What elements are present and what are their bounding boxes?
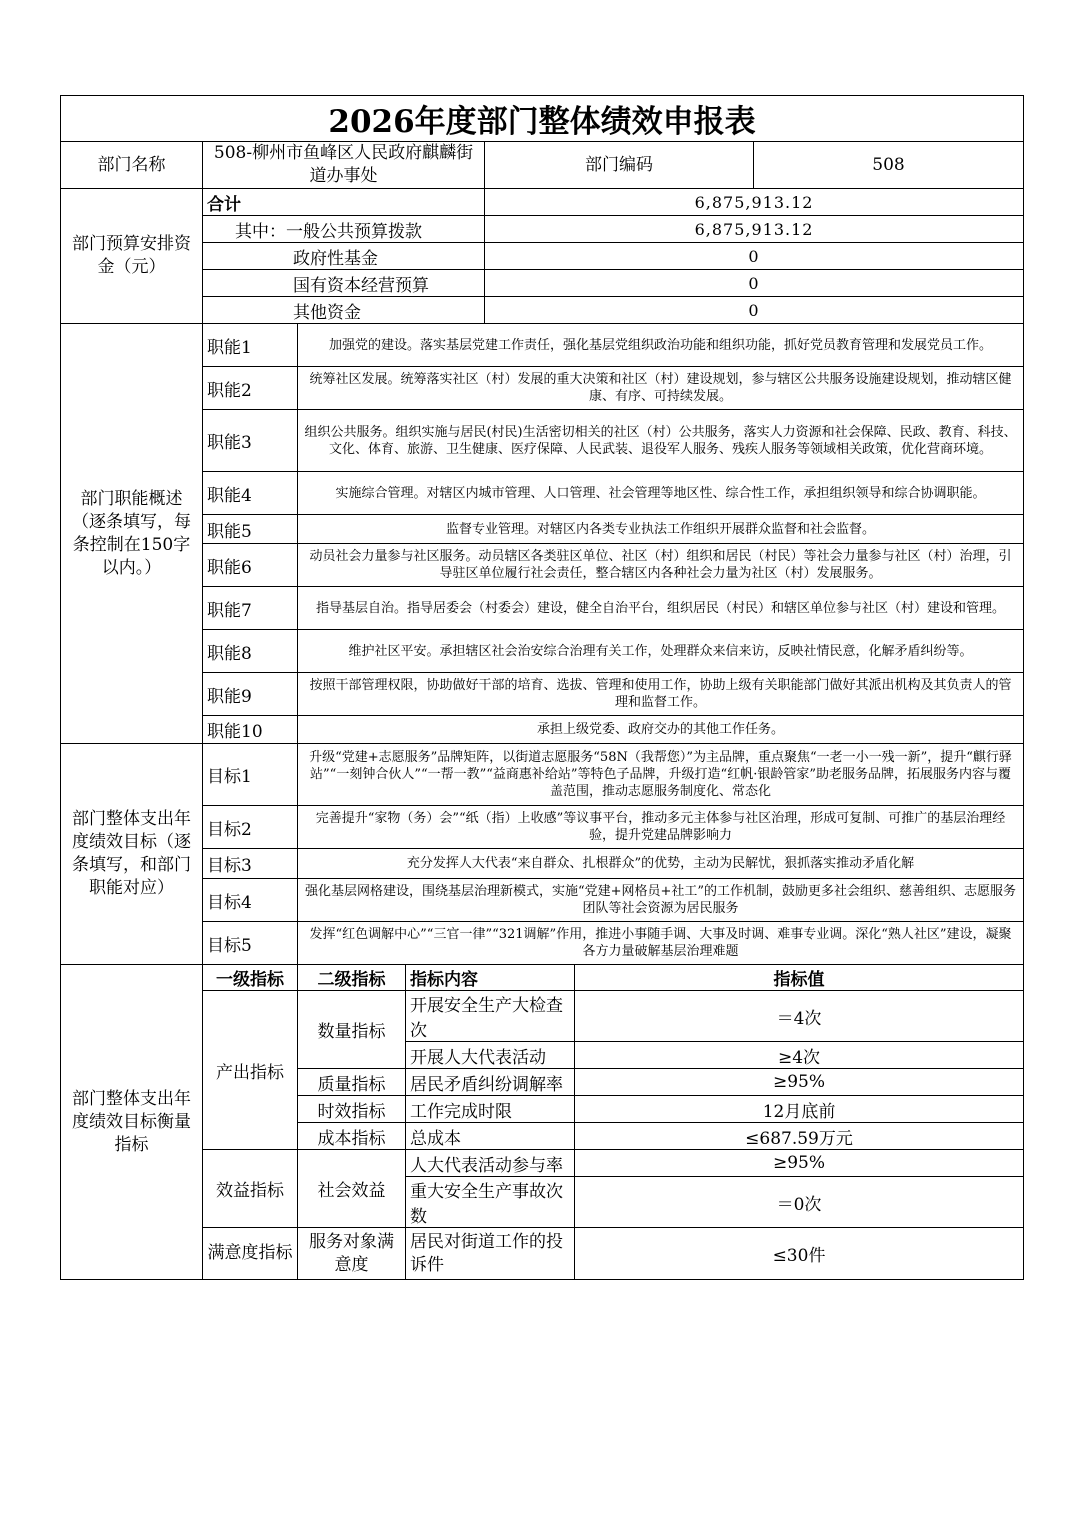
indicator-value: ＝4次 bbox=[575, 991, 1024, 1042]
level1-output: 产出指标 bbox=[203, 991, 298, 1150]
header-content: 指标内容 bbox=[406, 965, 575, 991]
performance-declaration-table bbox=[60, 95, 1024, 1280]
level2-service-satisfaction: 服务对象满意度 bbox=[298, 1228, 406, 1280]
goal-name: 目标3 bbox=[203, 849, 298, 879]
functions-label: 部门职能概述（逐条填写，每条控制在150字以内。） bbox=[61, 324, 203, 744]
indicator-content: 居民矛盾纠纷调解率 bbox=[406, 1069, 575, 1096]
function-text: 组织公共服务。组织实施与居民(村民)生活密切相关的社区（村）公共服务，落实人力资源和社会保障、民政、教育、科技、文化、体育、旅游、卫生健康、医疗保障、人民武装、退役军人服务、残疾人服务等领域相关政策，优化营商环境。 bbox=[298, 410, 1024, 472]
goal-text: 发挥“红色调解中心”“三官一律”“321调解”作用，推进小事随手调、大事及时调、难事专业调。深化“熟人社区”建设，凝聚各方力量破解基层治理难题 bbox=[298, 922, 1024, 965]
budget-row-name: 合计 bbox=[203, 189, 485, 216]
dept-code-value: 508 bbox=[754, 142, 1024, 189]
budget-row-name: 其中：一般公共预算拨款 bbox=[203, 216, 485, 243]
goals-label: 部门整体支出年度绩效目标（逐条填写，和部门职能对应） bbox=[61, 744, 203, 965]
indicator-content: 总成本 bbox=[406, 1123, 575, 1150]
function-name: 职能2 bbox=[203, 367, 298, 410]
level1-satisfaction: 满意度指标 bbox=[203, 1228, 298, 1280]
budget-row-name: 其他资金 bbox=[203, 297, 485, 324]
indicator-content: 重大安全生产事故次数 bbox=[406, 1177, 575, 1228]
indicator-value: ≥95% bbox=[575, 1069, 1024, 1096]
indicator-content: 人大代表活动参与率 bbox=[406, 1150, 575, 1177]
indicator-content: 工作完成时限 bbox=[406, 1096, 575, 1123]
budget-label: 部门预算安排资金（元） bbox=[61, 189, 203, 324]
budget-row-value: 0 bbox=[485, 243, 1024, 270]
level2-social-benefit: 社会效益 bbox=[298, 1150, 406, 1228]
function-name: 职能5 bbox=[203, 515, 298, 544]
header-level1: 一级指标 bbox=[203, 965, 298, 991]
function-text: 加强党的建设。落实基层党建工作责任，强化基层党组织政治功能和组织功能，抓好党员教育管理和发展党员工作。 bbox=[298, 324, 1024, 367]
dept-name-label: 部门名称 bbox=[61, 142, 203, 189]
goal-name: 目标4 bbox=[203, 879, 298, 922]
indicator-value: 12月底前 bbox=[575, 1096, 1024, 1123]
function-name: 职能9 bbox=[203, 673, 298, 716]
indicator-value: ≤30件 bbox=[575, 1228, 1024, 1280]
function-name: 职能8 bbox=[203, 630, 298, 673]
dept-name-value: 508-柳州市鱼峰区人民政府麒麟街道办事处 bbox=[203, 142, 485, 189]
level2-quality: 质量指标 bbox=[298, 1069, 406, 1096]
page-title: 2026年度部门整体绩效申报表 bbox=[61, 96, 1024, 142]
indicator-content: 开展安全生产大检查次 bbox=[406, 991, 575, 1042]
header-level2: 二级指标 bbox=[298, 965, 406, 991]
budget-row-name: 国有资本经营预算 bbox=[203, 270, 485, 297]
goal-text: 完善提升“家物（务）会”“纸（指）上收感”等议事平台，推动多元主体参与社区治理，形成可复制、可推广的基层治理经验，提升党建品牌影响力 bbox=[298, 806, 1024, 849]
goal-text: 强化基层网格建设，围绕基层治理新模式，实施“党建+网格员+社工”的工作机制，鼓励更多社会组织、慈善组织、志愿服务团队等社会资源为居民服务 bbox=[298, 879, 1024, 922]
budget-row-value: 0 bbox=[485, 270, 1024, 297]
indicator-value: ＝0次 bbox=[575, 1177, 1024, 1228]
goal-text: 充分发挥人大代表“来自群众、扎根群众”的优势，主动为民解忧，狠抓落实推动矛盾化解 bbox=[298, 849, 1024, 879]
function-text: 实施综合管理。对辖区内城市管理、人口管理、社会管理等地区性、综合性工作，承担组织领导和综合协调职能。 bbox=[298, 472, 1024, 515]
indicator-value: ≥95% bbox=[575, 1150, 1024, 1177]
indicator-value: ≥4次 bbox=[575, 1042, 1024, 1069]
dept-code-label: 部门编码 bbox=[485, 142, 754, 189]
level2-quantity: 数量指标 bbox=[298, 991, 406, 1069]
level1-benefit: 效益指标 bbox=[203, 1150, 298, 1228]
budget-row-value: 6,875,913.12 bbox=[485, 216, 1024, 243]
function-text: 监督专业管理。对辖区内各类专业执法工作组织开展群众监督和社会监督。 bbox=[298, 515, 1024, 544]
budget-row-value: 0 bbox=[485, 297, 1024, 324]
indicator-value: ≤687.59万元 bbox=[575, 1123, 1024, 1150]
indicator-content: 开展人大代表活动 bbox=[406, 1042, 575, 1069]
function-text: 动员社会力量参与社区服务。动员辖区各类驻区单位、社区（村）组织和居民（村民）等社会力量参与社区（村）治理，引导驻区单位履行社会责任，整合辖区内各种社会力量为社区（村）发展服务。 bbox=[298, 544, 1024, 587]
function-text: 承担上级党委、政府交办的其他工作任务。 bbox=[298, 716, 1024, 744]
goal-text: 升级“党建+志愿服务”品牌矩阵，以街道志愿服务“58N（我帮您）”为主品牌，重点聚焦“一老一小一残一新”，提升“麒行驿站”“一刻钟合伙人”“一帮一教”“益商惠补给站”等特色子品牌，升级打造“红帆·银龄管家”助老服务品牌，拓展服务内容与覆盖范围，推动志愿服务制度化、常态化 bbox=[298, 744, 1024, 806]
budget-row-name: 政府性基金 bbox=[203, 243, 485, 270]
function-text: 维护社区平安。承担辖区社会治安综合治理有关工作，处理群众来信来访，反映社情民意，化解矛盾纠纷等。 bbox=[298, 630, 1024, 673]
function-name: 职能7 bbox=[203, 587, 298, 630]
function-name: 职能4 bbox=[203, 472, 298, 515]
level2-cost: 成本指标 bbox=[298, 1123, 406, 1150]
goal-name: 目标1 bbox=[203, 744, 298, 806]
header-value: 指标值 bbox=[575, 965, 1024, 991]
level2-timeliness: 时效指标 bbox=[298, 1096, 406, 1123]
goal-name: 目标5 bbox=[203, 922, 298, 965]
indicator-content: 居民对街道工作的投诉件 bbox=[406, 1228, 575, 1280]
function-text: 指导基层自治。指导居委会（村委会）建设，健全自治平台，组织居民（村民）和辖区单位参与社区（村）建设和管理。 bbox=[298, 587, 1024, 630]
function-text: 按照干部管理权限，协助做好干部的培育、选拔、管理和使用工作，协助上级有关职能部门做好其派出机构及其负责人的管理和监督工作。 bbox=[298, 673, 1024, 716]
indicators-label: 部门整体支出年度绩效目标衡量指标 bbox=[61, 965, 203, 1280]
function-name: 职能6 bbox=[203, 544, 298, 587]
goal-name: 目标2 bbox=[203, 806, 298, 849]
function-name: 职能1 bbox=[203, 324, 298, 367]
budget-row-value: 6,875,913.12 bbox=[485, 189, 1024, 216]
function-text: 统筹社区发展。统筹落实社区（村）发展的重大决策和社区（村）建设规划，参与辖区公共服务设施建设规划，推动辖区健康、有序、可持续发展。 bbox=[298, 367, 1024, 410]
function-name: 职能3 bbox=[203, 410, 298, 472]
function-name: 职能10 bbox=[203, 716, 298, 744]
